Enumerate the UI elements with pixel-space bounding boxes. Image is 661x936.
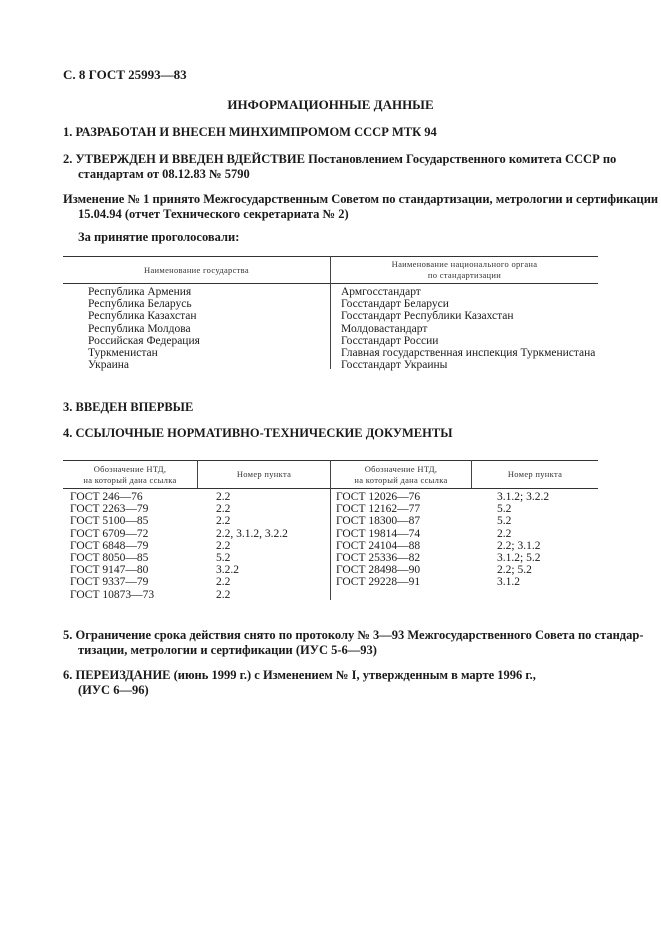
page-title: ИНФОРМАЦИОННЫЕ ДАННЫЕ: [227, 97, 434, 112]
item-6-line-1: 6. ПЕРЕИЗДАНИЕ (июнь 1999 г.) с Изменением № I, утвержденным в марте 1996 г.,: [63, 668, 536, 682]
voting-col-state-header: Наименование государства: [144, 265, 249, 275]
voted-label: За принятие проголосовали:: [78, 230, 240, 244]
voting-row-body: Госстандарт Беларуси: [341, 298, 449, 311]
refs-right-doc: ГОСТ 19814—74: [336, 527, 421, 540]
voting-row-state: Республика Казахстан: [88, 310, 197, 323]
refs-left-item: 2.2: [216, 491, 231, 503]
refs-left-doc: ГОСТ 6848—79: [70, 539, 149, 552]
refs-right-item: 3.1.2: [497, 576, 520, 589]
refs-right-doc: ГОСТ 12026—76: [336, 491, 421, 503]
refs-left-item: 5.2: [216, 552, 231, 564]
refs-left-doc: ГОСТ 5100—85: [70, 515, 149, 528]
voting-row-body: Госстандарт России: [341, 334, 439, 347]
item-3: 3. ВВЕДЕН ВПЕРВЫЕ: [63, 400, 194, 414]
refs-right-item: 2.2; 3.1.2: [497, 539, 541, 552]
refs-right-doc: ГОСТ 29228—91: [336, 576, 421, 589]
item-1: 1. РАЗРАБОТАН И ВНЕСЕН МИНХИМПРОМОМ СССР МТК 94: [63, 125, 437, 139]
refs-left-item: 2.2: [216, 588, 231, 601]
refs-right-doc-header-2: на который дана ссылка: [354, 475, 448, 485]
refs-left-item: 2.2: [216, 576, 231, 589]
voting-col-body-header-2: по стандартизации: [427, 270, 502, 280]
refs-left-doc: ГОСТ 10873—73: [70, 588, 155, 601]
refs-right-item: 5.2: [497, 515, 512, 528]
refs-left-item: 2.2: [216, 539, 231, 552]
change-line-2: 15.04.94 (отчет Технического секретариата № 2): [78, 207, 349, 221]
voting-row-state: Украина: [88, 359, 129, 372]
change-line-1: Изменение № 1 принято Межгосударственным Советом по стандартизации, метрологии и сертификации: [63, 192, 659, 206]
refs-right-doc: ГОСТ 28498—90: [336, 564, 421, 577]
voting-row-state: Республика Армения: [88, 286, 192, 298]
refs-left-doc-header-2: на который дана ссылка: [83, 475, 177, 485]
refs-right-item: 3.1.2; 3.2.2: [497, 491, 550, 503]
refs-right-item: 2.2: [497, 527, 512, 540]
voting-row-state: Республика Молдова: [88, 322, 191, 335]
item-2-line-2: стандартам от 08.12.83 № 5790: [78, 167, 250, 181]
refs-left-doc: ГОСТ 2263—79: [70, 503, 149, 516]
refs-left-doc: ГОСТ 8050—85: [70, 552, 149, 564]
voting-row-body: Молдовастандарт: [341, 322, 428, 335]
item-5-line-1: 5. Ограничение срока действия снято по протоколу № 3—93 Межгосударственного Совета по стандар-: [63, 628, 644, 642]
refs-right-item: 5.2: [497, 503, 512, 516]
refs-right-doc: ГОСТ 24104—88: [336, 539, 421, 552]
refs-left-doc: ГОСТ 246—76: [70, 491, 143, 503]
refs-right-item: 2.2; 5.2: [497, 564, 532, 577]
refs-left-item: 2.2: [216, 515, 231, 528]
item-2-line-1: 2. УТВЕРЖДЕН И ВВЕДЕН ВДЕЙСТВИЕ Постановлением Государственного комитета СССР по: [63, 152, 617, 166]
voting-row-state: Туркменистан: [88, 347, 158, 359]
page-reference: С. 8 ГОСТ 25993—83: [63, 67, 187, 82]
voting-row-state: Российская Федерация: [88, 334, 200, 347]
refs-right-doc: ГОСТ 25336—82: [336, 552, 421, 564]
refs-right-item-header: Номер пункта: [507, 469, 563, 479]
item-5-line-2: тизации, метрологии и сертификации (ИУС 5-6—93): [78, 643, 377, 657]
refs-left-item-header: Номер пункта: [236, 469, 292, 479]
voting-row-body: Главная государственная инспекция Туркменистана: [341, 347, 596, 359]
voting-row-body: Госстандарт Украины: [341, 359, 448, 372]
refs-left-item: 2.2, 3.1.2, 3.2.2: [216, 527, 288, 540]
refs-right-doc: ГОСТ 12162—77: [336, 503, 421, 516]
refs-left-item: 3.2.2: [216, 564, 239, 577]
refs-right-doc: ГОСТ 18300—87: [336, 515, 421, 528]
voting-row-state: Республика Беларусь: [88, 298, 192, 311]
item-6-line-2: (ИУС 6—96): [78, 683, 149, 697]
refs-left-item: 2.2: [216, 503, 231, 516]
voting-row-body: Армгосстандарт: [341, 286, 421, 298]
refs-right-doc-header-1: Обозначение НТД,: [364, 464, 438, 474]
refs-left-doc-header-1: Обозначение НТД,: [93, 464, 167, 474]
refs-left-doc: ГОСТ 9147—80: [70, 564, 149, 577]
item-4: 4. ССЫЛОЧНЫЕ НОРМАТИВНО-ТЕХНИЧЕСКИЕ ДОКУМЕНТЫ: [63, 426, 453, 440]
voting-row-body: Госстандарт Республики Казахстан: [341, 310, 514, 323]
refs-left-doc: ГОСТ 6709—72: [70, 527, 149, 540]
refs-left-doc: ГОСТ 9337—79: [70, 576, 149, 589]
voting-col-body-header-1: Наименование национального органа: [391, 259, 538, 269]
refs-right-item: 3.1.2; 5.2: [497, 552, 541, 564]
